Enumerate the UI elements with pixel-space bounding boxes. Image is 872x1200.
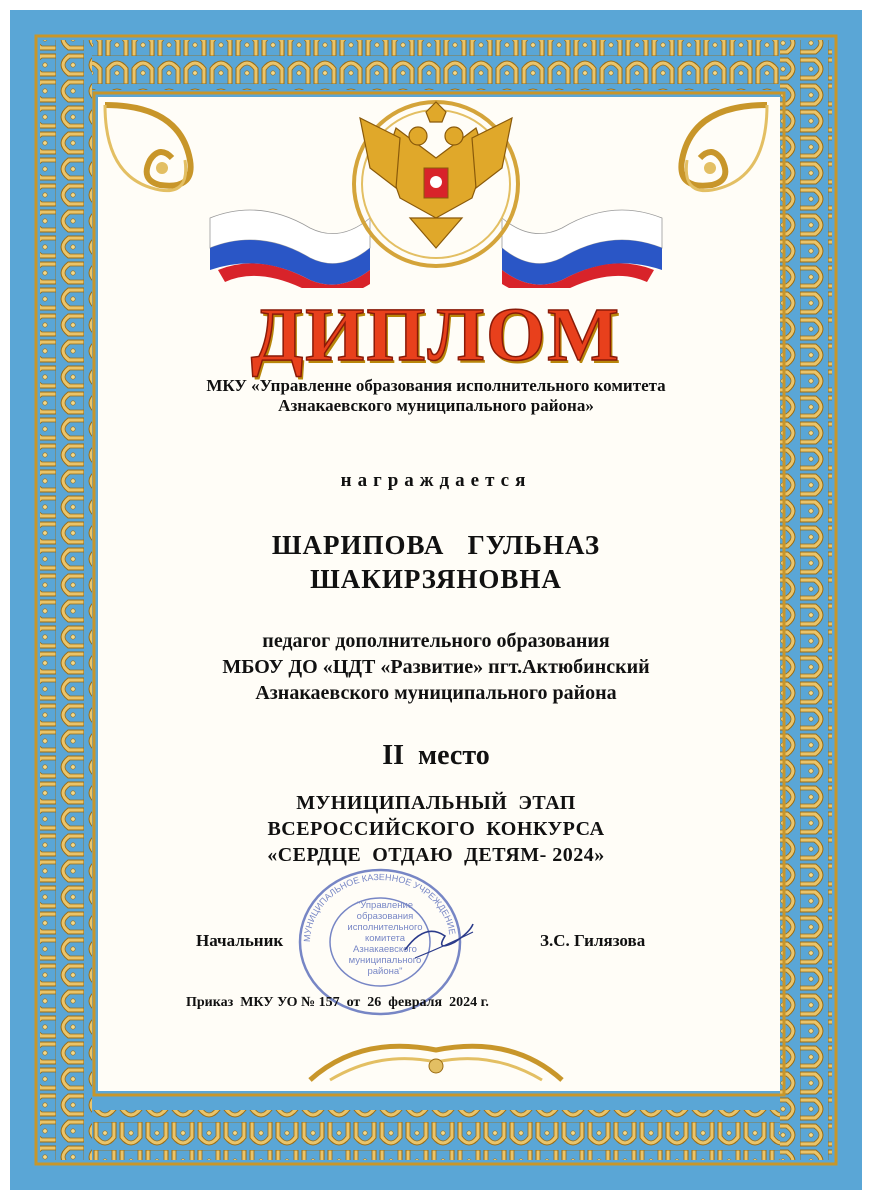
stamp-outer-text: МУНИЦИПАЛЬНОЕ КАЗЕННОЕ УЧРЕЖДЕНИЕ: [301, 871, 458, 943]
stamp-line-4: комитета: [364, 933, 406, 944]
coat-of-arms-emblem: [200, 98, 672, 288]
position-line-1: педагог дополнительного образования: [262, 630, 610, 652]
stamp-line-5: Азнакаевского: [353, 944, 417, 955]
stamp-line-7: района": [367, 966, 403, 977]
signer-title: Начальник: [196, 931, 284, 950]
contest-name: [0, 790, 872, 868]
stamp-line-2: образования: [356, 911, 414, 922]
name-line-1: ШАРИПОВА ГУЛЬНАЗ: [271, 530, 601, 560]
position-line-3: Азнакаевского муниципального района: [255, 682, 617, 704]
awarded-label: награждается: [340, 470, 532, 491]
name-line-2: ШАКИРЗЯНОВНА: [310, 564, 562, 594]
signer-name: З.С. Гилязова: [540, 931, 646, 950]
contest-line-1: МУНИЦИПАЛЬНЫЙ ЭТАП: [296, 792, 576, 814]
org-line-1: МКУ «Управленне образования исполнительного комитета: [206, 376, 666, 395]
contest-line-2: ВСЕРОССИЙСКОГО КОНКУРСА: [267, 818, 605, 840]
issuing-organization: [0, 376, 872, 416]
place-awarded: II место: [382, 740, 490, 771]
order-reference: Приказ МКУ УО № 157 от 26 февраля 2024 г.: [186, 995, 489, 1010]
recipient-name: [0, 528, 872, 596]
bottom-ornament: [300, 1030, 572, 1090]
stamp-line-3: исполнительного: [347, 922, 423, 933]
org-line-2: Азнакаевского муниципального района»: [278, 396, 594, 415]
stamp-line-1: "Управление: [356, 900, 414, 911]
stamp-line-6: муниципального: [348, 955, 422, 966]
diploma-title: ДИПЛОМ: [251, 293, 621, 377]
position-line-2: МБОУ ДО «ЦДТ «Развитие» пгт.Актюбинский: [222, 656, 650, 678]
contest-line-3: «СЕРДЦЕ ОТДАЮ ДЕТЯМ- 2024»: [267, 844, 605, 866]
recipient-position: [0, 628, 872, 706]
